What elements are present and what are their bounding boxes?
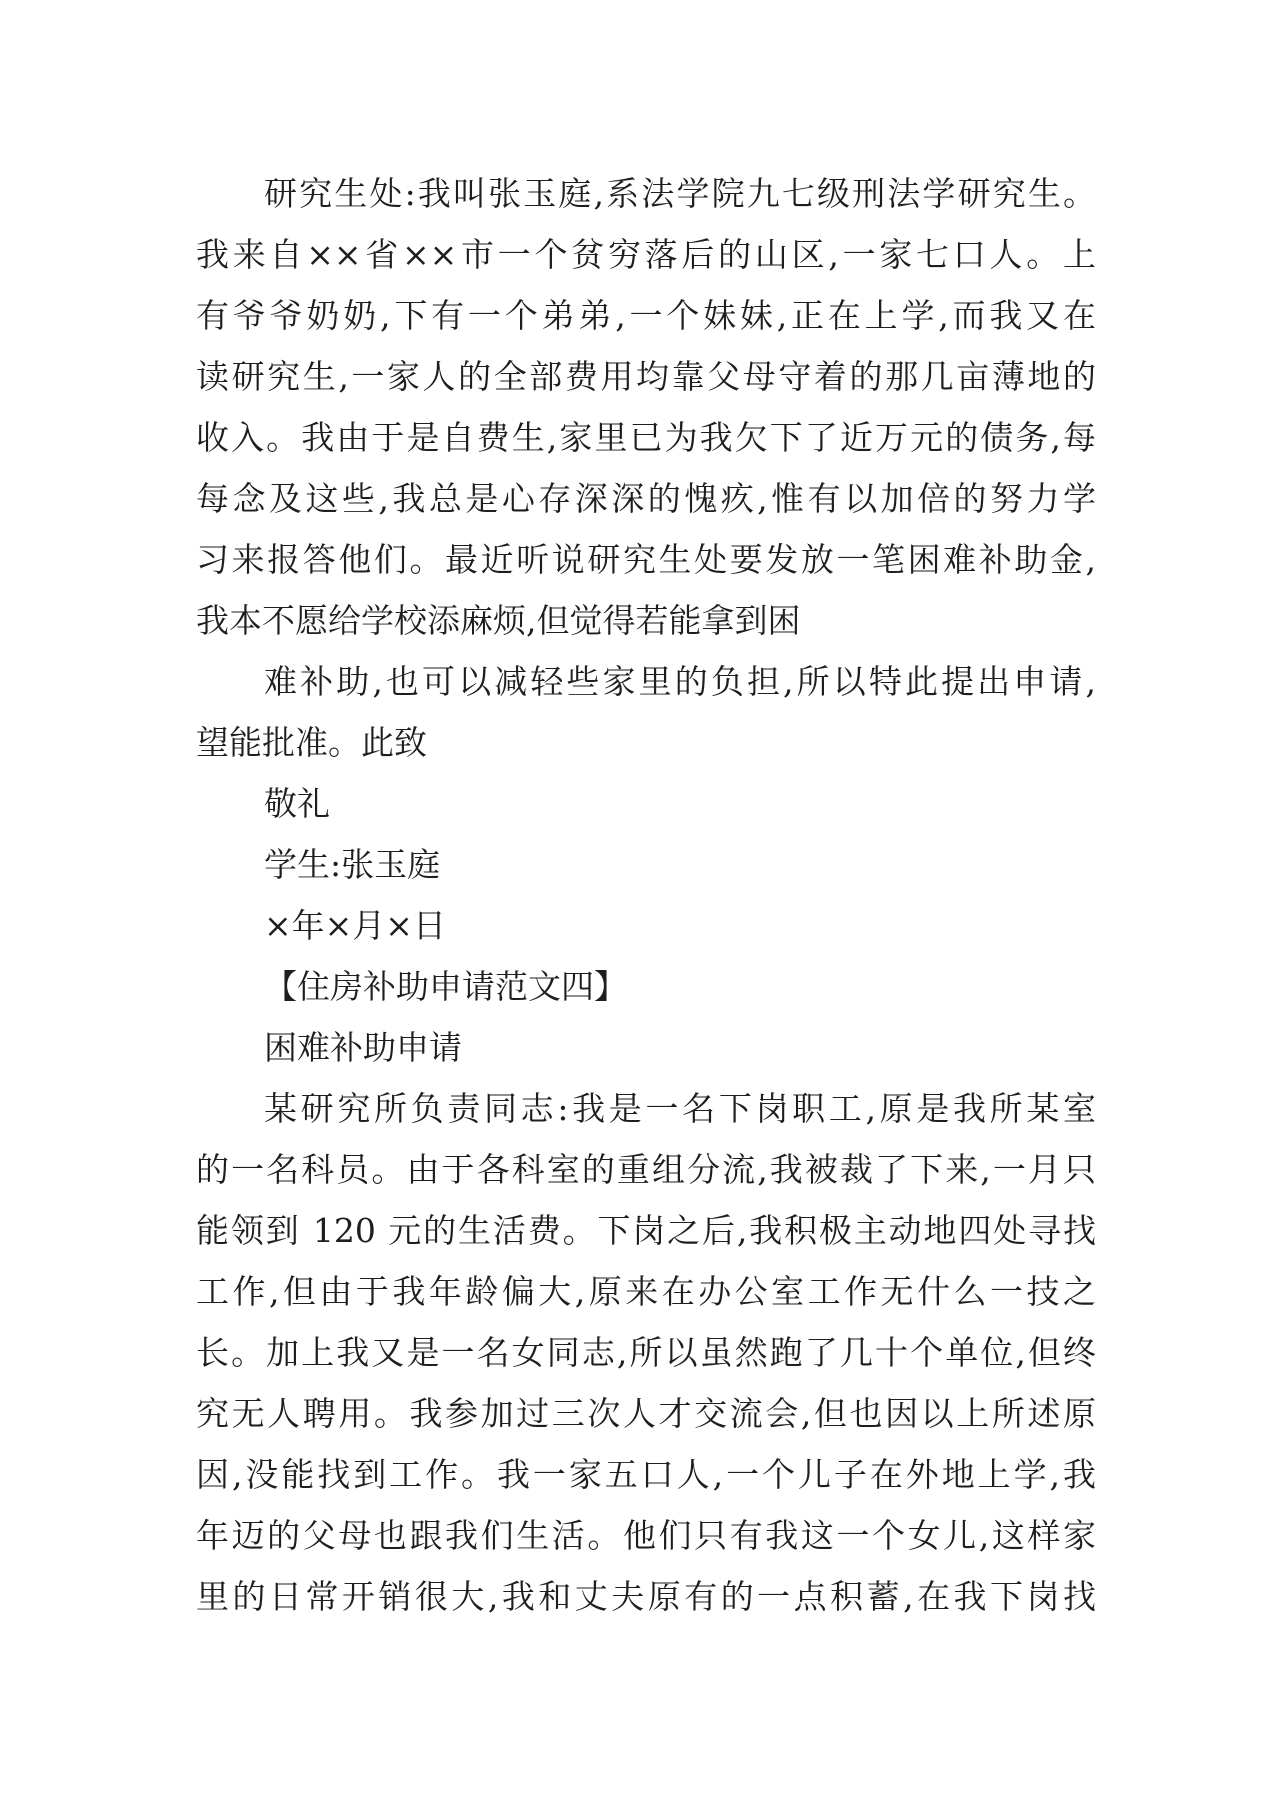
paragraph-line: 某研究所负责同志:我是一名下岗职工,原是我所某室 xyxy=(264,1089,1096,1128)
paragraph-line: 我本不愿给学校添麻烦,但觉得若能拿到困 xyxy=(196,601,801,640)
paragraph-line: 能领到 120 元的生活费。下岗之后,我积极主动地四处寻找 xyxy=(196,1211,1096,1250)
document-body xyxy=(196,163,1096,1627)
signature-line: 学生:张玉庭 xyxy=(264,845,441,884)
closing-salutation: 敬礼 xyxy=(264,784,330,823)
paragraph-line: 我来自××省××市一个贫穷落后的山区,一家七口人。上 xyxy=(196,235,1096,274)
paragraph-line: 年迈的父母也跟我们生活。他们只有我这一个女儿,这样家 xyxy=(196,1516,1096,1555)
section-heading: 【住房补助申请范文四】 xyxy=(264,967,627,1006)
paragraph-line: 究无人聘用。我参加过三次人才交流会,但也因以上所述原 xyxy=(196,1394,1096,1433)
paragraph-line: 每念及这些,我总是心存深深的愧疚,惟有以加倍的努力学 xyxy=(196,479,1096,518)
paragraph-line: 里的日常开销很大,我和丈夫原有的一点积蓄,在我下岗找 xyxy=(196,1577,1096,1616)
paragraph-line: 难补助,也可以减轻些家里的负担,所以特此提出申请, xyxy=(264,662,1096,701)
paragraph-line: 工作,但由于我年龄偏大,原来在办公室工作无什么一技之 xyxy=(196,1272,1096,1311)
paragraph-line: 研究生处:我叫张玉庭,系法学院九七级刑法学研究生。 xyxy=(264,174,1096,213)
paragraph-line: 长。加上我又是一名女同志,所以虽然跑了几十个单位,但终 xyxy=(196,1333,1096,1372)
paragraph-line: 望能批准。此致 xyxy=(196,723,427,762)
paragraph-line: 读研究生,一家人的全部费用均靠父母守着的那几亩薄地的 xyxy=(196,357,1096,396)
paragraph-line: 的一名科员。由于各科室的重组分流,我被裁了下来,一月只 xyxy=(196,1150,1096,1189)
date-line: ×年×月×日 xyxy=(264,906,446,945)
paragraph-line: 有爷爷奶奶,下有一个弟弟,一个妹妹,正在上学,而我又在 xyxy=(196,296,1096,335)
paragraph-line: 习来报答他们。最近听说研究生处要发放一笔困难补助金, xyxy=(196,540,1096,579)
paragraph-line: 收入。我由于是自费生,家里已为我欠下了近万元的债务,每 xyxy=(196,418,1096,457)
letter-title: 困难补助申请 xyxy=(264,1028,462,1067)
paragraph-line: 因,没能找到工作。我一家五口人,一个儿子在外地上学,我 xyxy=(196,1455,1096,1494)
